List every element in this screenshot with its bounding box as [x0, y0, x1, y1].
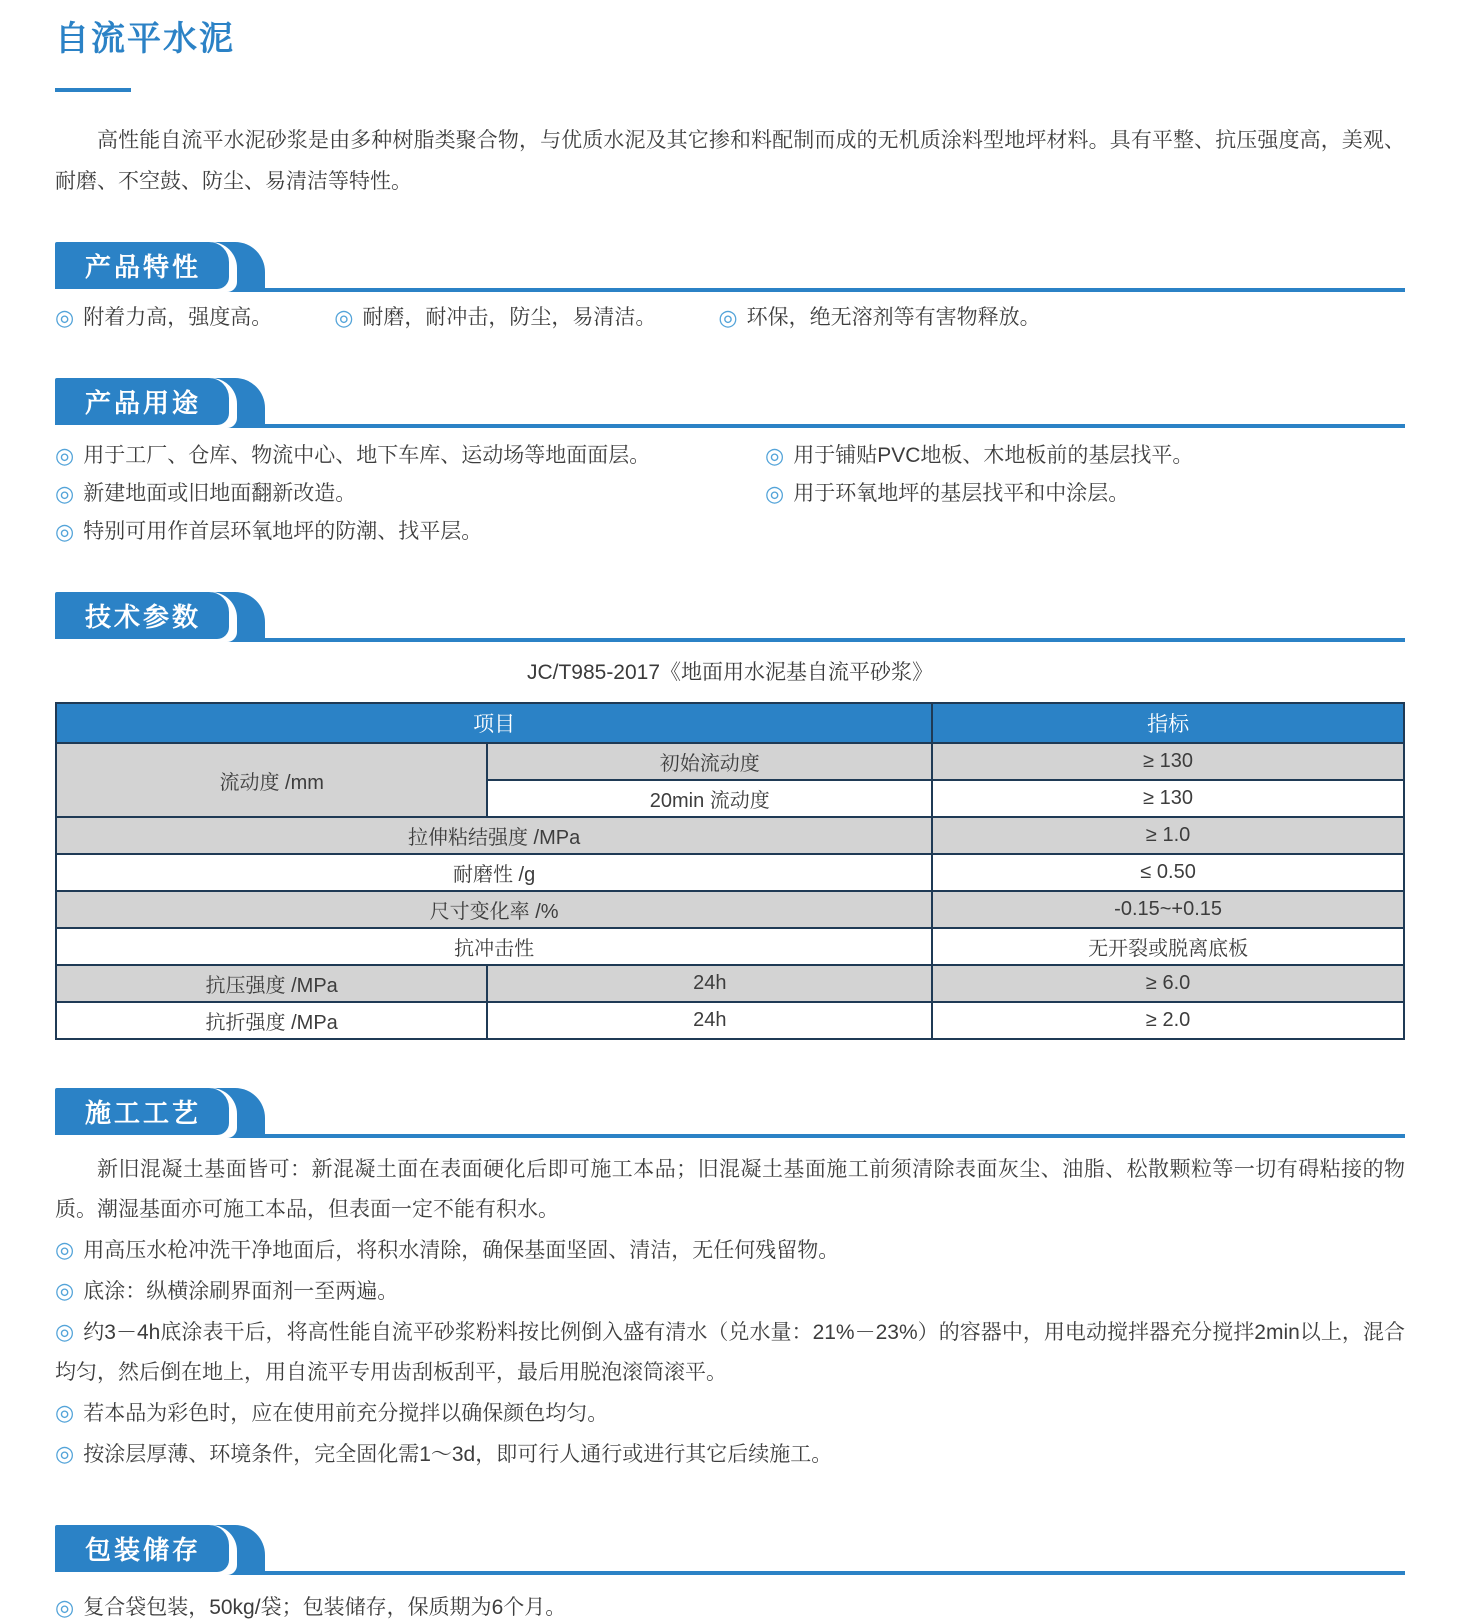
bullet-icon: ◎ — [718, 305, 738, 330]
list-item — [718, 304, 1040, 332]
feature-text: 环保，绝无溶剂等有害物释放。 — [746, 306, 1041, 329]
features-list — [55, 304, 1405, 332]
packaging-body — [55, 1593, 1405, 1623]
bullet-icon: ◎ — [55, 1237, 75, 1262]
uses-left-column — [55, 442, 765, 556]
list-item — [55, 1393, 1405, 1434]
section-rule — [55, 1571, 1405, 1575]
list-item — [765, 480, 1405, 508]
list-item — [765, 442, 1405, 470]
bullet-icon: ◎ — [55, 481, 75, 506]
column-header-index: 指标 — [932, 703, 1404, 743]
section-header-uses — [55, 378, 1405, 428]
intro-paragraph: 高性能自流平水泥砂浆是由多种树脂类聚合物，与优质水泥及其它掺和料配制而成的无机质涂料型地坪材料。具有平整、抗压强度高，美观、耐磨、不空鼓、防尘、易清洁等特性。 — [55, 129, 1405, 193]
bullet-icon: ◎ — [55, 1441, 75, 1466]
cell-item-group: 流动度 /mm — [56, 743, 487, 817]
cell-index-value: 无开裂或脱离底板 — [932, 928, 1404, 965]
section-header-packaging — [55, 1525, 1405, 1575]
process-step-text: 按涂层厚薄、环境条件，完全固化需1～3d，即可行人通行或进行其它后续施工。 — [83, 1443, 833, 1466]
tech-params-table — [55, 702, 1405, 1040]
cell-index-value: ≥ 2.0 — [932, 1002, 1404, 1039]
banner-tab — [55, 592, 229, 639]
banner-tab — [55, 242, 229, 289]
process-step-text: 约3－4h底涂表干后，将高性能自流平砂浆粉料按比例倒入盛有清水（兑水量：21%－23%）的容器中，用电动搅拌器充分搅拌2min以上，混合均匀，然后倒在地上，用自流平专用齿刮板刮平，最后用脱泡滚筒滚平。 — [55, 1321, 1405, 1384]
bullet-icon: ◎ — [55, 443, 75, 468]
cell-item: 耐磨性 /g — [56, 854, 932, 891]
cell-index-value: ≥ 130 — [932, 780, 1404, 817]
list-item — [55, 1312, 1405, 1393]
section-header-features — [55, 242, 1405, 292]
cell-sub-item: 20min 流动度 — [487, 780, 932, 817]
section-rule — [55, 424, 1405, 428]
bullet-icon: ◎ — [55, 305, 75, 330]
section-header-process — [55, 1088, 1405, 1138]
banner-tab — [55, 378, 229, 425]
bullet-icon: ◎ — [55, 1278, 75, 1303]
bullet-icon: ◎ — [334, 305, 354, 330]
list-item — [55, 480, 765, 508]
process-step-text: 底涂：纵横涂刷界面剂一至两遍。 — [83, 1280, 399, 1303]
packaging-text: 复合袋包装，50kg/袋；包装储存，保质期为6个月。 — [83, 1596, 567, 1619]
section-title-packaging: 包装储存 — [85, 1535, 202, 1565]
uses-right-column — [765, 442, 1405, 556]
title-underline — [55, 88, 131, 92]
table-row — [56, 928, 1404, 965]
table-row — [56, 891, 1404, 928]
section-title-uses: 产品用途 — [85, 388, 202, 418]
feature-text: 附着力高，强度高。 — [83, 306, 273, 329]
section-rule — [55, 1134, 1405, 1138]
section-header-tech — [55, 592, 1405, 642]
cell-sub-item: 24h — [487, 965, 932, 1002]
section-rule — [55, 288, 1405, 292]
list-item — [55, 442, 765, 470]
uses-list — [55, 442, 1405, 556]
banner-tab — [55, 1088, 229, 1135]
list-item — [55, 1593, 1405, 1623]
list-item — [55, 518, 765, 546]
section-title-features: 产品特性 — [85, 252, 202, 282]
bullet-icon: ◎ — [55, 1595, 75, 1620]
cell-item: 尺寸变化率 /% — [56, 891, 932, 928]
cell-index-value: ≥ 1.0 — [932, 817, 1404, 854]
process-intro: 新旧混凝土基面皆可：新混凝土面在表面硬化后即可施工本品；旧混凝土基面施工前须清除表面灰尘、油脂、松散颗粒等一切有碍粘接的物质。潮湿基面亦可施工本品，但表面一定不能有积水。 — [55, 1158, 1405, 1221]
section-title-process: 施工工艺 — [85, 1098, 202, 1128]
bullet-icon: ◎ — [55, 1400, 75, 1425]
process-body — [55, 1150, 1405, 1475]
table-row — [56, 743, 1404, 780]
use-text: 用于工厂、仓库、物流中心、地下车库、运动场等地面面层。 — [83, 444, 651, 467]
banner-tab — [55, 1525, 229, 1572]
cell-item: 抗折强度 /MPa — [56, 1002, 487, 1039]
bullet-icon: ◎ — [55, 1319, 75, 1344]
process-step-text: 若本品为彩色时，应在使用前充分搅拌以确保颜色均匀。 — [83, 1402, 609, 1425]
table-row — [56, 965, 1404, 1002]
cell-item: 抗冲击性 — [56, 928, 932, 965]
cell-sub-item: 24h — [487, 1002, 932, 1039]
table-row — [56, 817, 1404, 854]
cell-sub-item: 初始流动度 — [487, 743, 932, 780]
bullet-icon: ◎ — [765, 481, 785, 506]
list-item — [55, 304, 272, 332]
cell-index-value: ≥ 130 — [932, 743, 1404, 780]
list-item — [55, 1230, 1405, 1271]
feature-text: 耐磨，耐冲击，防尘，易清洁。 — [362, 306, 657, 329]
page-title: 自流平水泥 — [55, 20, 235, 58]
cell-index-value: ≥ 6.0 — [932, 965, 1404, 1002]
cell-item: 抗压强度 /MPa — [56, 965, 487, 1002]
column-header-item: 项目 — [56, 703, 932, 743]
table-caption: JC/T985-2017《地面用水泥基自流平砂浆》 — [526, 661, 934, 684]
cell-index-value: -0.15~+0.15 — [932, 891, 1404, 928]
list-item — [55, 1434, 1405, 1475]
use-text: 新建地面或旧地面翻新改造。 — [83, 482, 357, 505]
section-rule — [55, 638, 1405, 642]
bullet-icon: ◎ — [55, 519, 75, 544]
use-text: 用于环氧地坪的基层找平和中涂层。 — [793, 482, 1130, 505]
section-title-tech: 技术参数 — [85, 602, 202, 632]
cell-item: 拉伸粘结强度 /MPa — [56, 817, 932, 854]
use-text: 用于铺贴PVC地板、木地板前的基层找平。 — [793, 444, 1194, 467]
table-header-row — [56, 703, 1404, 743]
list-item — [55, 1271, 1405, 1312]
bullet-icon: ◎ — [765, 443, 785, 468]
process-step-text: 用高压水枪冲洗干净地面后，将积水清除，确保基面坚固、清洁，无任何残留物。 — [83, 1239, 840, 1262]
cell-index-value: ≤ 0.50 — [932, 854, 1404, 891]
list-item — [334, 304, 656, 332]
table-row — [56, 1002, 1404, 1039]
use-text: 特别可用作首层环氧地坪的防潮、找平层。 — [83, 520, 483, 543]
table-row — [56, 854, 1404, 891]
